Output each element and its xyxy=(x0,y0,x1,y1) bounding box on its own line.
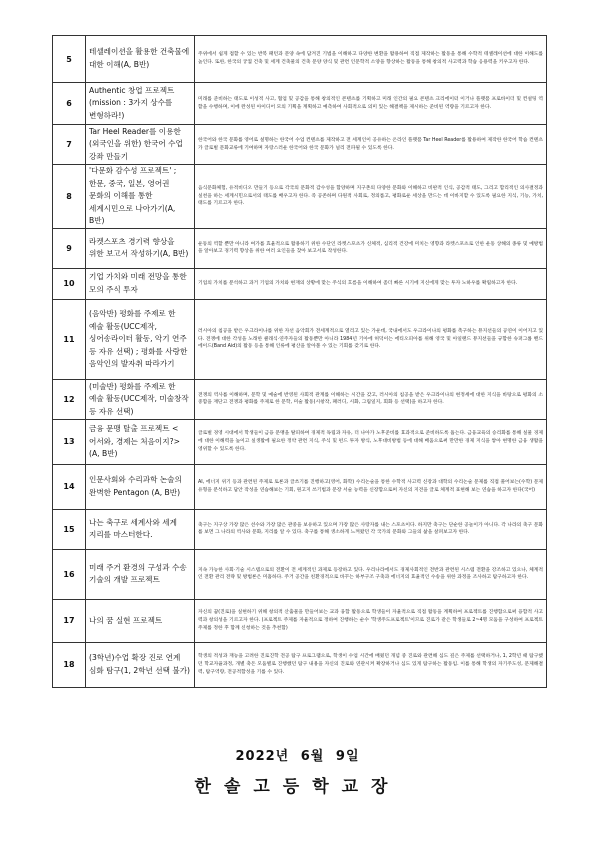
project-description: AI, 에너지 위기 등과 관련된 주제로 토론과 글쓰기를 진행하고(영어, 화학) 수리논술을 통한 수학적 사고력 신장과 대학의 수리논술 문제를 직접 풀어보는(수학) 문제 유형을 분석하고 답안 작성을 연습해보는 기회, 원고지 쓰기법과 문장 서술 능력을 신장함으로써 자신의 지견을 글로 체계적 표현해 보는 연습을 하고자 한다(국어) xyxy=(195,464,547,509)
table-row xyxy=(53,83,547,125)
row-number: 8 xyxy=(53,165,86,229)
date-day: 9일 xyxy=(335,749,360,764)
project-title: 금융 문맹 탈출 프로젝트 <어서와, 경제는 처음이지?> (A, B반) xyxy=(86,419,195,464)
project-description: 전쟁의 역사를 이해하며, 문학 및 예술에 반영된 사회적 관계를 이해하는 시간을 갖고, 러시아의 침공을 받은 우크라이나의 현정세에 대한 지식을 바탕으로 평화의 소중함을 재단고 전쟁과 평화를 주제로 한 문학, 미술 활동(시창작, 패러디, 시화, 그림일지, 회화 등 선택)을 하고자 한다. xyxy=(195,379,547,419)
row-number: 10 xyxy=(53,268,86,299)
row-number: 9 xyxy=(53,228,86,268)
plan-document xyxy=(52,35,547,688)
project-description: 러시아의 침공을 받은 우크라이나를 위한 자선 음악회가 전세계적으로 열리고 있는 가운데, 국내에서도 우크라이나의 평화를 촉구하는 뮤지션들의 공연이 이어지고 있다. 전쟁에 대한 각성을 노래한 클래식·연주자들의 활동뿐만 아니라 1984년 기아에 허덕이는 에티오피아를 위해 영국 및 아일랜드 뮤지션들을 규합한 슈퍼그룹 밴드 에이드(Band Aid)의 활동 등을 통해 인류에 평산을 알아볼 수 있는 기회를 갖기로 한다. xyxy=(195,299,547,379)
school-principal-signature: 한솔고등학교장 xyxy=(194,777,401,797)
project-description: 축구는 지구상 가장 많은 선수와 가장 많은 관중을 보유하고 있으며 가장 많은 사랑자를 내는 스포츠이다. 하지만 축구는 단순한 공놀이가 아니다. 각 나라의 축구 문화를 보면 그 나라의 역사와 문화, 지리를 알 수 있다. 축구를 통해 생소하게 느껴왔던 각 국가의 문화와 그들의 삶을 살펴보고자 한다. xyxy=(195,509,547,549)
table-row xyxy=(53,419,547,464)
table-row xyxy=(53,549,547,599)
row-number: 13 xyxy=(53,419,86,464)
row-number: 16 xyxy=(53,549,86,599)
document-date xyxy=(0,745,595,764)
row-number: 6 xyxy=(53,83,86,125)
project-title: 라켓스포츠 경기력 향상을 위한 보고서 작성하기(A, B반) xyxy=(86,228,195,268)
row-number: 17 xyxy=(53,599,86,642)
row-number: 11 xyxy=(53,299,86,379)
row-number: 15 xyxy=(53,509,86,549)
project-description: 자신의 꿈(진로)을 실현하기 위해 창의적 산출물을 만들어보는 교과 융합 활동으로 학생들이 자율적으로 직접 활동을 계획하여 프로젝트를 진행함으로써 융합적 사고력과 창의성을 기르고자 한다. (프로젝트 주제를 자율적으로 정하여 진행하는 순수 '학생주도프로젝트'이므로 진로가 같은 학생들로 2~4명 모둠을 구성하여 프로젝트 주제를 정한 후 함께 신청하는 것을 추천함) xyxy=(195,599,547,642)
project-description: 지속 가능한 사회·기술 시스템으로의 전환이 전 세계적인 과제로 등장하고 있다. 우리나라에서도 경제사회적인 전반과 관련된 시스템 전환을 강조하고 있으나, 체계적인 전환 관리 전략 및 방법론은 미흡하다. 주거 공간을 친환경적으로 바꾸는 하부구조 구축과 에너지의 효율적인 수송을 위한 과정을 조사하고 탐구하고자 한다. xyxy=(195,549,547,599)
project-title: 나의 꿈 실현 프로젝트 xyxy=(86,599,195,642)
project-description: 미래를 준비하는 태도로 이성적 사고, 협업 및 공감을 통해 창의적인 콘텐츠를 기획하고 미래 인간의 필요 콘텐츠 크리에이터 이거나 플랫폼 프로바이더 및 컨설팅 역할을 수행하며, 이에 완성된 아이디어 모의 기획을 계획하고 예측하여 사회적으로 의미 있는 해결책을 제시하는 준비된 역량을 기르고자 한다. xyxy=(195,83,547,125)
project-title: (3학년)수업 확장 진로 연계 심화 탐구(1, 2학년 선택 불가) xyxy=(86,642,195,687)
table-row xyxy=(53,228,547,268)
table-row xyxy=(53,125,547,165)
project-description: 기업의 가치를 분석하고 과거 기업의 가치와 현재의 상황에 맞는 주식의 흐름을 이해하여 좀더 빠른 시기에 지신에게 맞는 투자 노하우를 확립하고자 한다. xyxy=(195,268,547,299)
project-title: 테셀레이션을 활용한 건축물에 대한 이해(A, B반) xyxy=(86,36,195,83)
row-number: 7 xyxy=(53,125,86,165)
project-title: 기업 가치와 미래 전망을 통한 모의 주식 투자 xyxy=(86,268,195,299)
row-number: 18 xyxy=(53,642,86,687)
project-title: 나는 축구로 세계사와 세계 지리를 마스터한다. xyxy=(86,509,195,549)
table-row xyxy=(53,464,547,509)
project-title: 미래 주거 환경의 구성과 수송 기술의 개발 프로젝트 xyxy=(86,549,195,599)
table-row xyxy=(53,509,547,549)
table-row xyxy=(53,642,547,687)
project-title: (음악반) 평화를 주제로 한 예술 활동(UCC제작, 싱어송라이터 활동, 악기 연주 등 자유 선택) ; 평화를 사랑한 음악인의 발자취 따라가기 xyxy=(86,299,195,379)
project-description: 한국어와 한국 문화를 영어로 설명하는 한국어 수업 컨텐츠를 제작하고 전 세계인이 공유하는 온라인 플랫폼 Tar Heel Reader를 활용하여 제작한 한국어 학습 컨텐츠가 글로벌 문화교류에 기여하며 자랑스러운 한국어와 한국 문화가 널리 전파될 수 있도록 한다. xyxy=(195,125,547,165)
project-description: 음식문화체험, 유적비디오 만들기 등으로 각국의 문화적 감수성을 함양하며 지구촌의 다양한 문화와 이해하고 비판적 인식, 공감적 태도, 그리고 합리적인 의사결정과 실천을 하는 세계시민으로서의 태도를 배우고자 한다. 즉 공존하며 다원적 사회로, 정의롭고, 평화로운 세상을 만드는 데 이바지할 수 있도록 필요한 지식, 기능, 가치, 태도를 기르고자 한다. xyxy=(195,165,547,229)
row-number: 12 xyxy=(53,379,86,419)
row-number: 5 xyxy=(53,36,86,83)
project-table xyxy=(52,35,547,688)
project-title: 인문사회와 수리과학 논술의 완벽한 Pentagon (A, B반) xyxy=(86,464,195,509)
table-row xyxy=(53,165,547,229)
date-year: 2022년 xyxy=(235,749,290,764)
table-row xyxy=(53,36,547,83)
table-row xyxy=(53,379,547,419)
project-title: Tar Heel Reader를 이용한 (외국인을 위한) 한국어 수업 강좌 만들기 xyxy=(86,125,195,165)
row-number: 14 xyxy=(53,464,86,509)
project-description: 글로벌 경영 시대에서 학생들이 금융 문맹을 탈피하여 경제적 독립과 자유, 더 나아가 노후준비를 효과적으로 준비하도록 돕는다. 금융교육의 승리화를 통해 실물 경제에 대한 이해력을 높이고 실생활에 필요한 정약 관련 지식, 주식 및 펀드 투자 방식, 노후대비방법 등에 대해 배움으로써 만만한 경제 지식을 쌓아 현명한 금융 생활을 영위할 수 있도록 한다. xyxy=(195,419,547,464)
date-month: 6월 xyxy=(300,749,325,764)
project-title: '다문화 감수성 프로젝트' ; 한문, 중국, 일본, 영어권 문화의 이해를 통한 세계시민으로 나아가기(A, B반) xyxy=(86,165,195,229)
project-table-body xyxy=(53,36,547,688)
project-description: 운동의 역할 뿐만 아니라 여가를 효율적으로 활용하기 위한 수단인 라켓스포츠가 신체적, 심리적 건강에 미치는 영향과 라켓스포츠로 인한 운동 상해의 종류 및 예방법을 알아보고 경기력 향상을 위한 여러 요인들을 찾아 보고서로 작성한다. xyxy=(195,228,547,268)
table-row xyxy=(53,299,547,379)
table-row xyxy=(53,599,547,642)
project-description: 학생의 적성과 재능을 고려한 진로진학 전공 탐구 프로그램으로, 학생이 수업 시간에 배웠던 개념 중 진로와 관련해 심도 깊은 주제를 선택하거나, 1, 2학년 때 탐구했던 학교자율과정, 개별 축돈 모둠별로 진행했던 탐구 내용을 자신의 진로와 연관시켜 확장하거나 심도 있게 탐구하는 활동임. 이를 통해 학생의 자기주도성, 문제해결력, 탐구역량, 전공적합성을 기를 수 있다. xyxy=(195,642,547,687)
project-description: 주위에서 쉽게 접할 수 있는 반복 패턴과 문양 속에 담겨진 기법을 이해하고 다양한 변환을 활용하여 직접 제작하는 활동을 통해 수학적 테셀레이션에 대한 이해도를 높인다. 또한, 한국의 궁궐 건축 및 세계 건축물의 건축 문양 양식 및 관련 인문학적 소양을 향상하는 활동을 통해 창의적 사고력과 학습 응용력을 키우고자 한다. xyxy=(195,36,547,83)
project-title: Authentic 창업 프로젝트(mission : 3가지 상수를 변형하라!) xyxy=(86,83,195,125)
project-title: (미술반) 평화를 주제로 한 예술 활동(UCC제작, 미술창작 등 자유 선택) xyxy=(86,379,195,419)
table-row xyxy=(53,268,547,299)
